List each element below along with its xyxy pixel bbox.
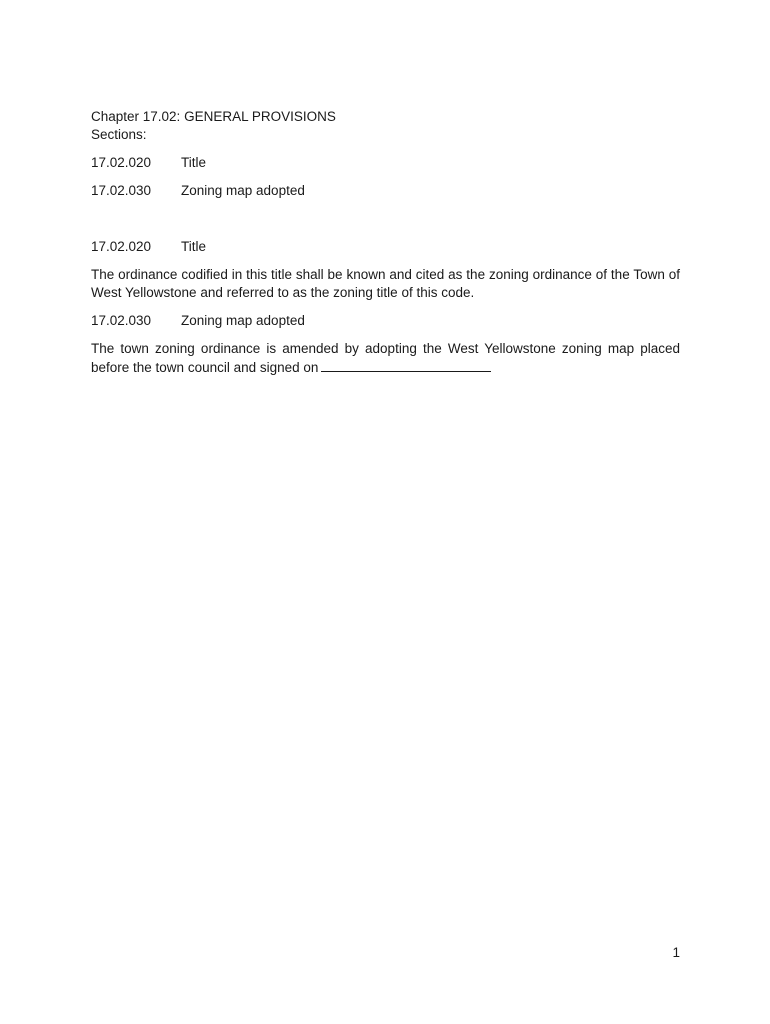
section-17-02-030 bbox=[91, 312, 680, 377]
toc-section-title: Title bbox=[181, 155, 207, 170]
section-17-02-020 bbox=[91, 238, 680, 302]
toc-section-number: 17.02.020 bbox=[91, 155, 152, 170]
signature-date-blank bbox=[321, 358, 491, 372]
section-title: Title bbox=[181, 239, 207, 254]
section-heading bbox=[91, 238, 680, 256]
section-body: The town zoning ordinance is amended by adopting the West Yellowstone zoning map placed before the town council and signed on bbox=[91, 341, 680, 375]
section-heading bbox=[91, 312, 680, 330]
table-of-contents bbox=[91, 154, 680, 200]
toc-entry bbox=[91, 154, 680, 172]
section-body: The ordinance codified in this title shall be known and cited as the zoning ordinance of the Town of West Yellowstone and referred to as the zoning title of this code. bbox=[91, 267, 680, 300]
page-number: 1 bbox=[672, 945, 680, 960]
chapter-heading: Chapter 17.02: GENERAL PROVISIONS bbox=[91, 109, 336, 124]
section-number: 17.02.020 bbox=[91, 239, 152, 254]
document-content bbox=[91, 108, 680, 387]
sections-label: Sections: bbox=[91, 127, 147, 142]
section-number: 17.02.030 bbox=[91, 313, 152, 328]
toc-entry bbox=[91, 182, 680, 200]
section-title: Zoning map adopted bbox=[181, 313, 305, 328]
toc-section-number: 17.02.030 bbox=[91, 183, 152, 198]
section-body-container bbox=[91, 340, 680, 377]
toc-section-title: Zoning map adopted bbox=[181, 183, 305, 198]
